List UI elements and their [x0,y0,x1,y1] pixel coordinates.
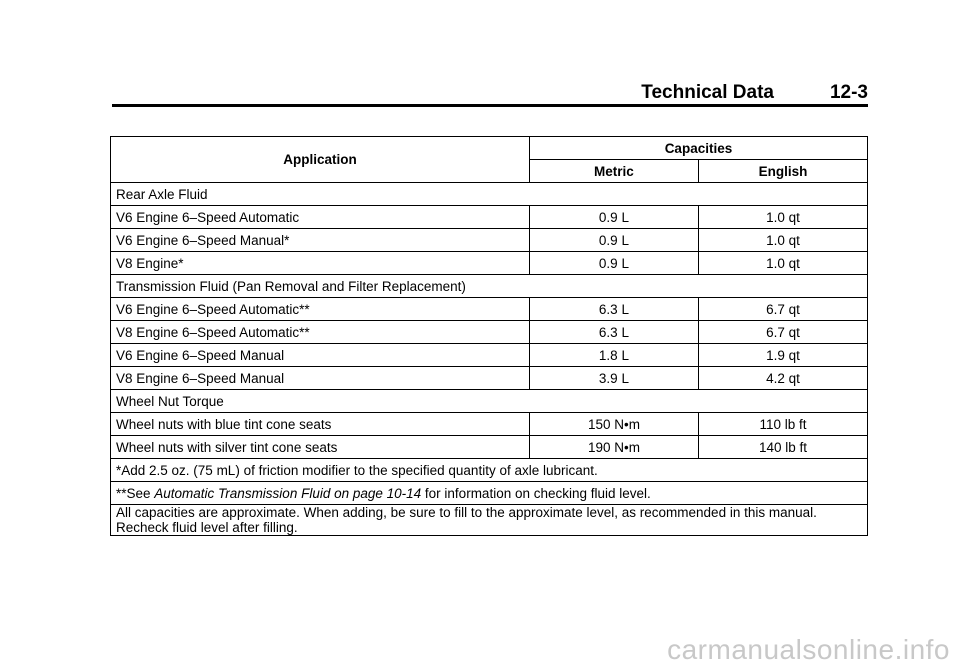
header-metric: Metric [529,160,698,183]
cell-application: V6 Engine 6–Speed Manual* [111,229,530,252]
section-title: Technical Data [641,82,774,103]
cell-english: 110 lb ft [698,413,867,436]
table-row [111,321,868,344]
footnote-friction-modifier: *Add 2.5 oz. (75 mL) of friction modifier to the specified quantity of axle lubricant. [111,459,868,482]
capacities-table [110,136,868,536]
cell-application: V8 Engine 6–Speed Automatic** [111,321,530,344]
table-row [111,436,868,459]
cell-application: V6 Engine 6–Speed Automatic [111,206,530,229]
footnote-transmission-reference [111,482,868,505]
cell-english: 1.0 qt [698,229,867,252]
table-row [111,206,868,229]
table-row [111,413,868,436]
cell-application: V6 Engine 6–Speed Automatic** [111,298,530,321]
cell-metric: 3.9 L [529,367,698,390]
cell-english: 1.0 qt [698,252,867,275]
cell-metric: 150 N•m [529,413,698,436]
cell-application: Wheel nuts with blue tint cone seats [111,413,530,436]
table-row [111,367,868,390]
cell-application: V6 Engine 6–Speed Manual [111,344,530,367]
cell-metric: 0.9 L [529,206,698,229]
cell-application: Wheel nuts with silver tint cone seats [111,436,530,459]
footnote-suffix: for information on checking fluid level. [421,485,651,501]
cell-english: 4.2 qt [698,367,867,390]
cell-metric: 190 N•m [529,436,698,459]
cell-metric: 0.9 L [529,252,698,275]
cell-english: 6.7 qt [698,321,867,344]
table-row [111,252,868,275]
cell-application: V8 Engine 6–Speed Manual [111,367,530,390]
footnote-prefix: **See [116,485,155,501]
header-english: English [698,160,867,183]
section-label-transmission: Transmission Fluid (Pan Removal and Filter Replacement) [111,275,868,298]
cell-metric: 6.3 L [529,321,698,344]
table-row [111,344,868,367]
cell-english: 1.9 qt [698,344,867,367]
header-capacities: Capacities [529,137,867,160]
page-reference-link[interactable]: Automatic Transmission Fluid on page 10-14 [154,485,422,501]
section-label-rear-axle: Rear Axle Fluid [111,183,868,206]
header-application: Application [111,137,530,183]
cell-english: 1.0 qt [698,206,867,229]
cell-english: 140 lb ft [698,436,867,459]
cell-application: V8 Engine* [111,252,530,275]
cell-metric: 1.8 L [529,344,698,367]
watermark: carmanualsonline.info [667,634,950,665]
table-row [111,298,868,321]
cell-english: 6.7 qt [698,298,867,321]
section-label-wheel-nut-torque: Wheel Nut Torque [111,390,868,413]
table-row [111,229,868,252]
page-number: 12-3 [829,82,868,103]
cell-metric: 0.9 L [529,229,698,252]
page-header [112,82,868,107]
capacities-disclaimer: All capacities are approximate. When adding, be sure to fill to the approximate level, as recommended in this manual. Recheck fluid level after filling. [111,505,868,536]
cell-metric: 6.3 L [529,298,698,321]
